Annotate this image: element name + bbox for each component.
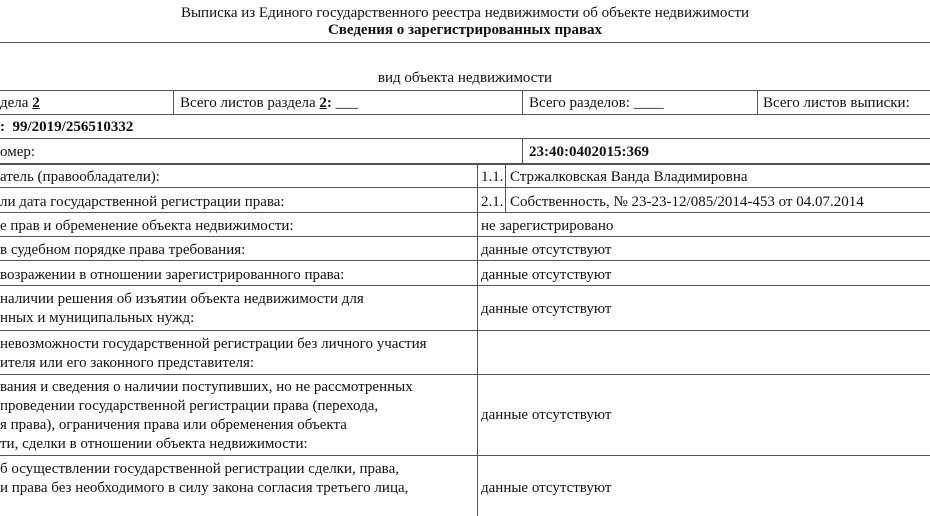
row-consent-label-line1: б осуществлении государственной регистрации сделки, права,	[0, 461, 399, 477]
rule-row-5	[0, 285, 930, 286]
row-objections-label: возражении в отношении зарегистрированного права:	[0, 267, 345, 283]
rule-row-7	[0, 374, 930, 375]
extract-number-value: 99/2019/256510332	[12, 119, 134, 135]
total-sections-label: Всего разделов:	[529, 95, 630, 111]
total-section-sheets-label: Всего листов раздела	[180, 95, 316, 111]
section-sheet-value: 2	[32, 95, 40, 111]
rule-row-6	[0, 330, 930, 331]
row-claims-value: данные отсутствуют	[481, 242, 612, 258]
divider-sheets-1	[173, 90, 174, 114]
section-sheet	[0, 94, 40, 112]
row-encumbrance-value: не зарегистрировано	[481, 218, 614, 234]
rule-row-1	[0, 187, 930, 188]
rule-row-3	[0, 236, 930, 237]
rule-row-4	[0, 260, 930, 261]
rule-object-type	[0, 90, 930, 91]
rule-cadastral	[0, 163, 930, 165]
row-personal-label-line1: невозможности государственной регистрации без личного участия	[0, 336, 427, 352]
extract-number	[0, 118, 133, 136]
extract-number-prefix: :	[0, 119, 5, 135]
divider-values	[477, 164, 478, 516]
row-pending-label-line4: ти, сделки в отношении объекта недвижимости:	[0, 436, 308, 452]
row-consent-value: данные отсутствуют	[481, 480, 612, 496]
rule-number	[0, 138, 930, 139]
row-pending-label-line2: проведении государственной регистрации права (перехода,	[0, 398, 379, 414]
divider-num	[505, 164, 506, 212]
row-owners-num: 1.1.	[481, 169, 504, 185]
cadastral-number: 23:40:0402015:369	[529, 144, 649, 160]
row-encumbrance-label: е прав и обременение объекта недвижимости:	[0, 218, 294, 234]
divider-cadastral	[522, 138, 523, 164]
rule-row-8	[0, 455, 930, 456]
row-seizure-label-line2: нных и муниципальных нужд:	[0, 310, 195, 326]
document-title: Выписка из Единого государственного реестра недвижимости об объекте недвижимости	[180, 5, 750, 21]
total-section-sheets-blank: ___	[335, 95, 359, 111]
document-subtitle: Сведения о зарегистрированных правах	[327, 22, 603, 38]
row-pending-label-line3: я права), ограничения права или обременения объекта	[0, 417, 347, 433]
total-sections-blank: ____	[633, 95, 664, 111]
row-objections-value: данные отсутствуют	[481, 267, 612, 283]
total-section-sheets-sep: :	[326, 95, 332, 111]
row-consent-label-line2: и права без необходимого в силу закона согласия третьего лица,	[0, 480, 409, 496]
total-section-sheets-value: 2	[319, 95, 327, 111]
rule-top	[0, 42, 930, 43]
object-type-label: вид объекта недвижимости	[377, 70, 553, 86]
row-pending-value: данные отсутствуют	[481, 407, 612, 423]
divider-sheets-2	[522, 90, 523, 114]
row-registration-label: ли дата государственной регистрации права:	[0, 194, 285, 210]
rule-sheets	[0, 114, 930, 115]
row-personal-label-line2: ителя или его законного представителя:	[0, 355, 255, 371]
row-seizure-value: данные отсутствуют	[481, 301, 612, 317]
row-owners-value: Стржалковская Ванда Владимировна	[510, 169, 748, 185]
divider-sheets-3	[757, 90, 758, 114]
row-seizure-label-line1: наличии решения об изъятии объекта недвижимости для	[0, 291, 364, 307]
row-registration-num: 2.1.	[481, 194, 504, 210]
row-claims-label: в судебном порядке права требования:	[0, 242, 246, 258]
row-pending-label-line1: вания и сведения о наличии поступивших, но не рассмотренных	[0, 379, 413, 395]
row-registration-value: Собственность, № 23-23-12/085/2014-453 от 04.07.2014	[510, 194, 864, 210]
total-sections	[529, 94, 664, 112]
total-extract-sheets-label: Всего листов выписки:	[763, 95, 910, 111]
rule-row-2	[0, 212, 930, 213]
cadastral-label: омер:	[0, 144, 36, 160]
total-section-sheets	[180, 94, 358, 112]
section-sheet-prefix: дела	[0, 95, 29, 111]
row-owners-label: атель (правообладатели):	[0, 169, 160, 185]
